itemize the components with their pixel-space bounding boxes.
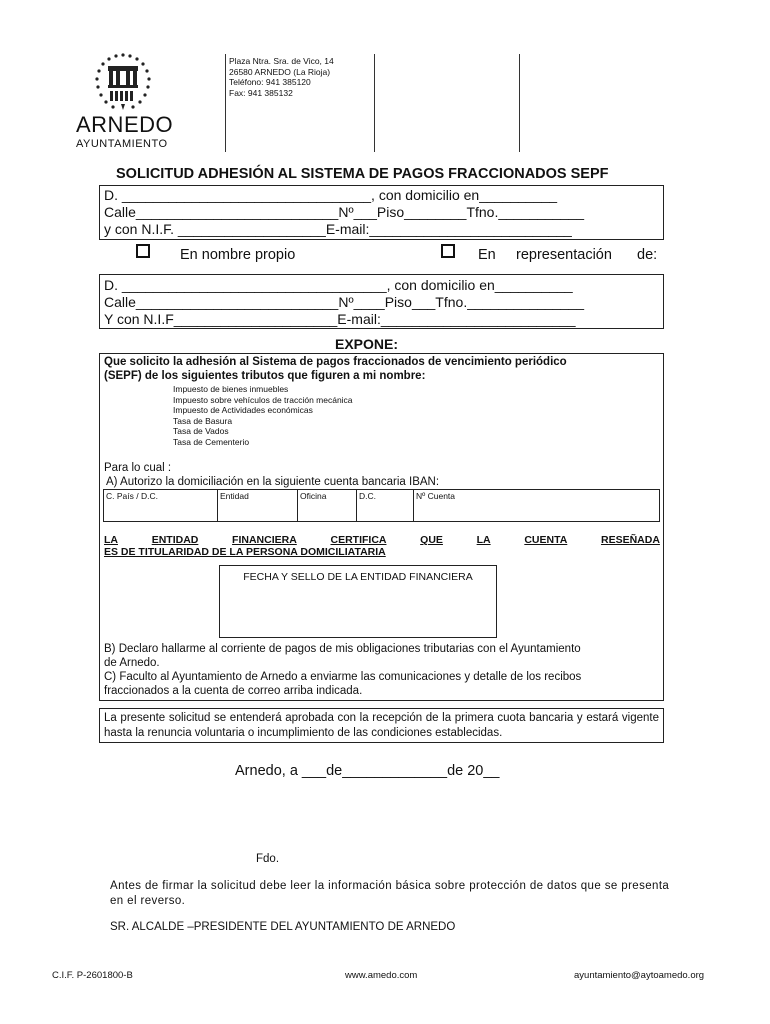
tax-item: Tasa de Cementerio <box>173 436 250 447</box>
tax-item: Tasa de Vados <box>173 426 229 437</box>
address-street: Plaza Ntra. Sra. de Vico, 14 <box>229 56 334 66</box>
representation-word: representación <box>516 247 612 263</box>
applicant-address-line[interactable]: Calle__________________________Nº___Piso________Tfno.___________ <box>104 204 584 220</box>
certifies-line1 <box>104 534 660 546</box>
note-text: La presente solicitud se entenderá aprobada con la recepción de la primera cuota bancaria y estará vigente hasta la renuncia voluntaria o incumplimiento de las condiciones establecidas. <box>104 712 659 739</box>
iban-col-account[interactable]: Nº Cuenta <box>413 490 661 521</box>
certifies-word: LA <box>476 534 491 546</box>
declare-b-line2: de Arnedo. <box>104 657 160 669</box>
certifies-word: ENTIDAD <box>151 534 199 546</box>
representative-box <box>99 274 664 329</box>
representation-checkbox[interactable] <box>441 244 455 258</box>
header-divider <box>519 54 520 152</box>
certifies-word: LA <box>104 534 118 546</box>
tax-list <box>173 384 353 448</box>
iban-col-office[interactable]: Oficina <box>297 490 328 521</box>
footer-email-link[interactable]: ayuntamiento@aytoamedo.org <box>574 970 705 981</box>
address-city: 26580 ARNEDO (La Rioja) <box>229 66 331 77</box>
arnedo-crest-logo <box>88 52 158 114</box>
own-name-checkbox[interactable] <box>136 244 150 258</box>
tax-item: Tasa de Basura <box>173 415 233 426</box>
authorize-iban: A) Autorizo la domiciliación en la siguiente cuenta bancaria IBAN: <box>106 476 440 488</box>
certifies-word: CUENTA <box>524 534 568 546</box>
expone-box <box>99 353 664 701</box>
own-name-label: En nombre propio <box>180 247 296 263</box>
header-divider <box>225 54 226 152</box>
certifies-word: CERTIFICA <box>330 534 387 546</box>
tax-item: Impuesto de Actividades económicas <box>173 405 313 416</box>
org-name: ARNEDO <box>76 112 174 137</box>
expone-heading: EXPONE: <box>335 336 399 352</box>
applicant-name-line[interactable]: D. ________________________________, con domicilio en__________ <box>104 187 558 203</box>
address-block <box>229 56 334 98</box>
certifies-word: QUE <box>420 534 443 546</box>
iban-col-country[interactable]: C. País / D.C. <box>106 491 158 501</box>
iban-col-entity[interactable]: Entidad <box>217 490 251 521</box>
representative-nif-line[interactable]: Y con N.I.F_____________________E-mail:_________________________ <box>104 311 576 327</box>
iban-table <box>103 489 660 522</box>
certifies-word: FINANCIERA <box>232 534 297 546</box>
certifies-line2: ES DE TITULARIDAD DE LA PERSONA DOMICILIATARIA <box>104 546 386 558</box>
declare-c-line2: fraccionados a la cuenta de correo arriba indicada. <box>104 685 363 697</box>
applicant-nif-line[interactable]: y con N.I.F. ___________________E-mail:__________________________ <box>104 221 572 237</box>
note-box <box>99 708 664 743</box>
iban-col-dc[interactable]: D.C. <box>356 490 378 521</box>
org-subtitle: AYUNTAMIENTO <box>76 138 168 150</box>
address-phone: Teléfono: 941 385120 <box>229 77 311 87</box>
tax-item: Impuesto sobre vehículos de tracción mecánica <box>173 394 353 405</box>
date-line[interactable]: Arnedo, a ___de_____________de 20__ <box>235 763 500 779</box>
declare-c-line1: C) Faculto al Ayuntamiento de Arnedo a enviarme las comunicaciones y detalle de los recibos <box>104 671 582 683</box>
signature-label: Fdo. <box>256 853 280 865</box>
data-protection-info: Antes de firmar la solicitud debe leer la información básica sobre protección de datos que se presenta en el reverso. <box>110 880 670 907</box>
address-fax: Fax: 941 385132 <box>229 87 293 98</box>
certifies-word: RESEÑADA <box>600 534 660 546</box>
addressee: SR. ALCALDE –PRESIDENTE DEL AYUNTAMIENTO DE ARNEDO <box>110 921 456 933</box>
stamp-box[interactable] <box>219 565 497 638</box>
representation-word-de: de: <box>637 247 658 263</box>
tax-item: Impuesto de bienes inmuebles <box>173 384 289 394</box>
representative-name-line[interactable]: D. __________________________________, con domicilio en__________ <box>104 277 573 293</box>
representative-address-line[interactable]: Calle__________________________Nº____Piso___Tfno._______________ <box>104 294 584 310</box>
form-title: SOLICITUD ADHESIÓN AL SISTEMA DE PAGOS FRACCIONADOS SEPF <box>116 166 609 182</box>
header-divider <box>374 54 375 152</box>
applicant-box <box>99 185 664 240</box>
declare-b-line1: B) Declaro hallarme al corriente de pagos de mis obligaciones tributarias con el Ayuntamiento <box>104 643 581 655</box>
stamp-label: FECHA Y SELLO DE LA ENTIDAD FINANCIERA <box>243 571 473 583</box>
footer-cif: C.I.F. P-2601800-B <box>52 970 133 981</box>
footer-web-link[interactable]: www.amedo.com <box>345 970 418 981</box>
expone-intro-line1: Que solicito la adhesión al Sistema de pagos fraccionados de vencimiento periódico <box>104 356 567 368</box>
representation-word-en: En <box>478 247 496 263</box>
expone-intro-line2: (SEPF) de los siguientes tributos que figuren a mi nombre: <box>104 370 426 382</box>
para-lo-cual: Para lo cual : <box>104 462 172 474</box>
